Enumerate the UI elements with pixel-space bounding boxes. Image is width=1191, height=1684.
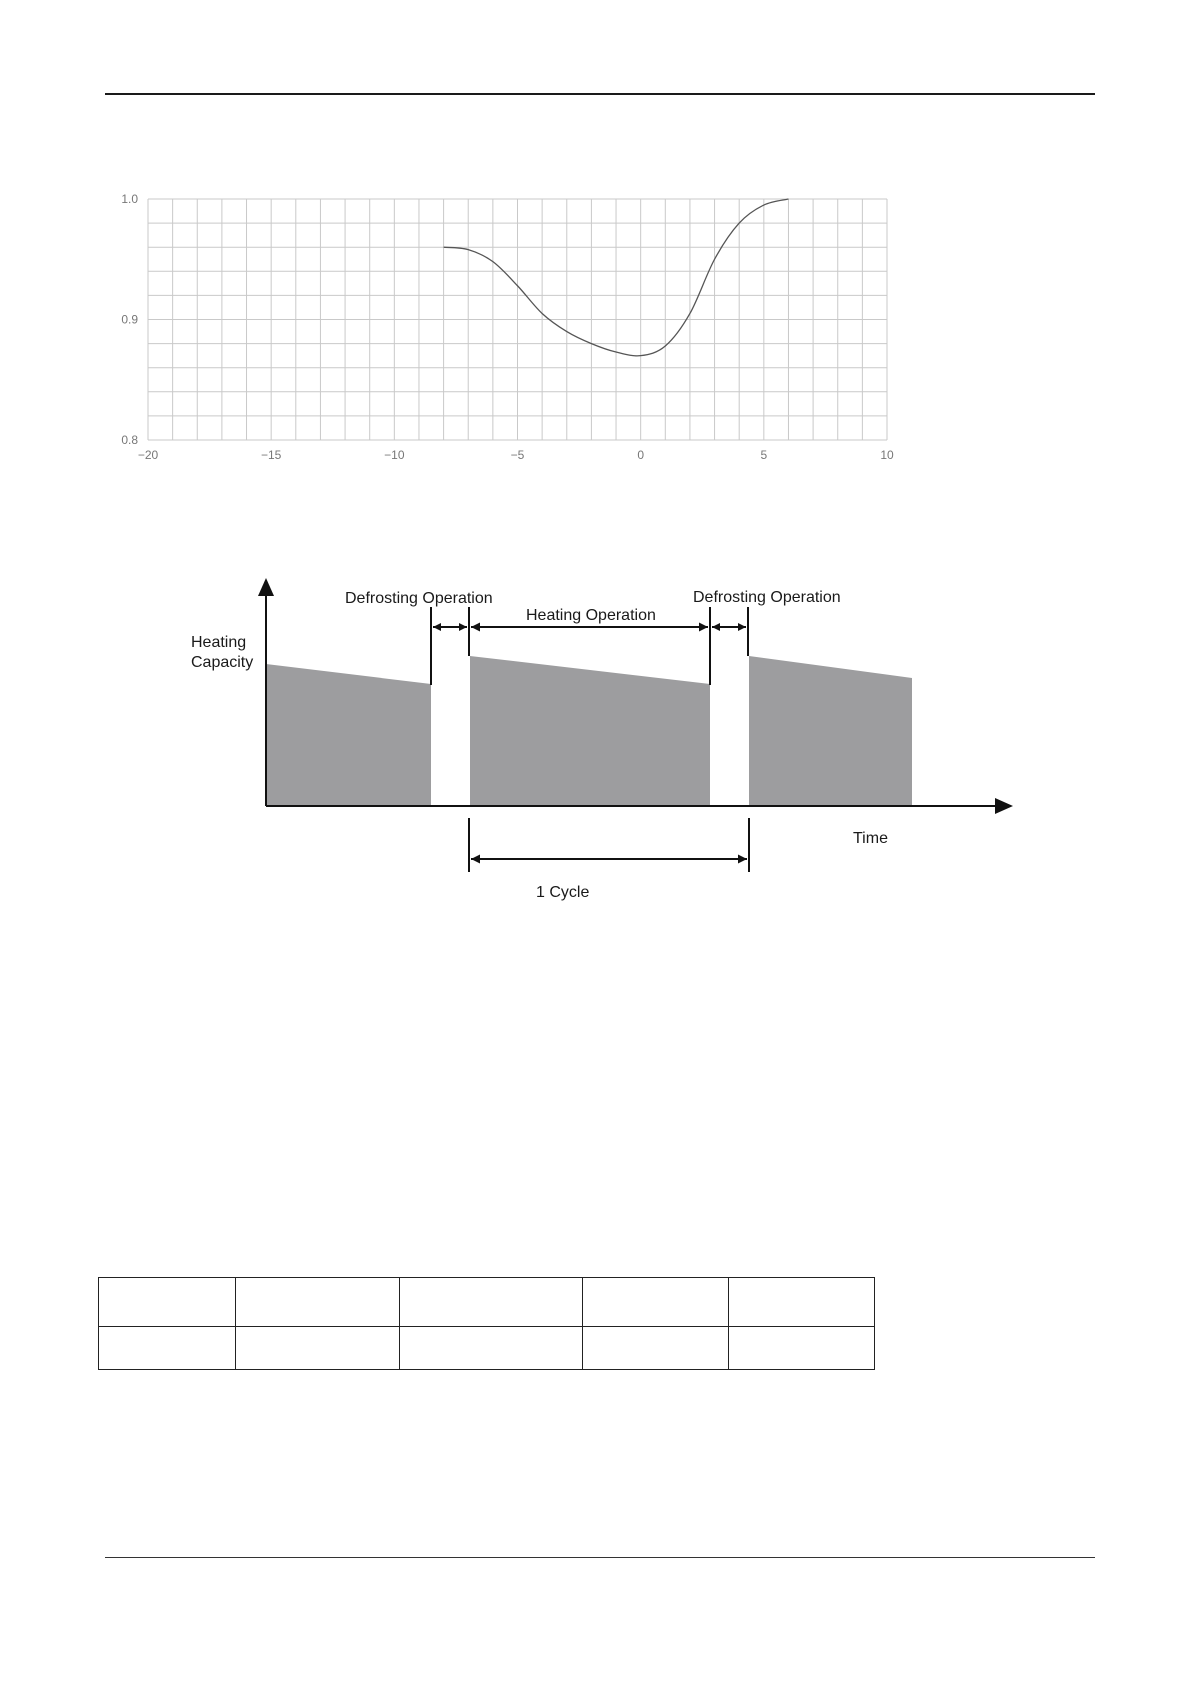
x-axis-label: Time — [853, 830, 888, 847]
x-tick-label: 5 — [760, 448, 768, 462]
capacity-block-1 — [266, 664, 431, 806]
table-cell — [729, 1327, 875, 1370]
capacity-block-2 — [470, 656, 710, 806]
table-row — [99, 1327, 875, 1370]
table-cell — [236, 1278, 400, 1327]
empty-data-table — [98, 1277, 875, 1370]
x-tick-label: −20 — [137, 448, 159, 462]
defrost-label-2: Defrosting Operation — [693, 589, 841, 606]
y-axis-label-line2: Capacity — [191, 654, 254, 671]
table-cell — [583, 1278, 729, 1327]
y-axis-arrowhead — [258, 578, 274, 596]
table-cell — [400, 1327, 583, 1370]
y-tick-label: 0.8 — [121, 433, 138, 447]
table-cell — [236, 1327, 400, 1370]
x-tick-label: 10 — [880, 448, 894, 462]
x-tick-label: −15 — [260, 448, 282, 462]
y-tick-label: 0.9 — [121, 312, 138, 327]
capacity-block-3 — [749, 656, 912, 806]
table-cell — [583, 1327, 729, 1370]
table-cell — [99, 1327, 236, 1370]
defrost-label-1: Defrosting Operation — [345, 590, 493, 607]
x-axis-arrowhead — [995, 798, 1013, 814]
heating-label: Heating Operation — [526, 607, 656, 624]
table-cell — [400, 1278, 583, 1327]
x-tick-label: −5 — [510, 448, 525, 462]
footer-rule — [105, 1557, 1095, 1558]
table-cell — [99, 1278, 236, 1327]
table-row — [99, 1278, 875, 1327]
y-tick-label: 1.0 — [121, 192, 138, 206]
y-axis-label-line1: Heating — [191, 634, 247, 651]
cycle-label: 1 Cycle — [536, 884, 590, 901]
x-tick-label: 0 — [637, 448, 645, 462]
x-tick-label: −10 — [384, 448, 405, 462]
table-cell — [729, 1278, 875, 1327]
